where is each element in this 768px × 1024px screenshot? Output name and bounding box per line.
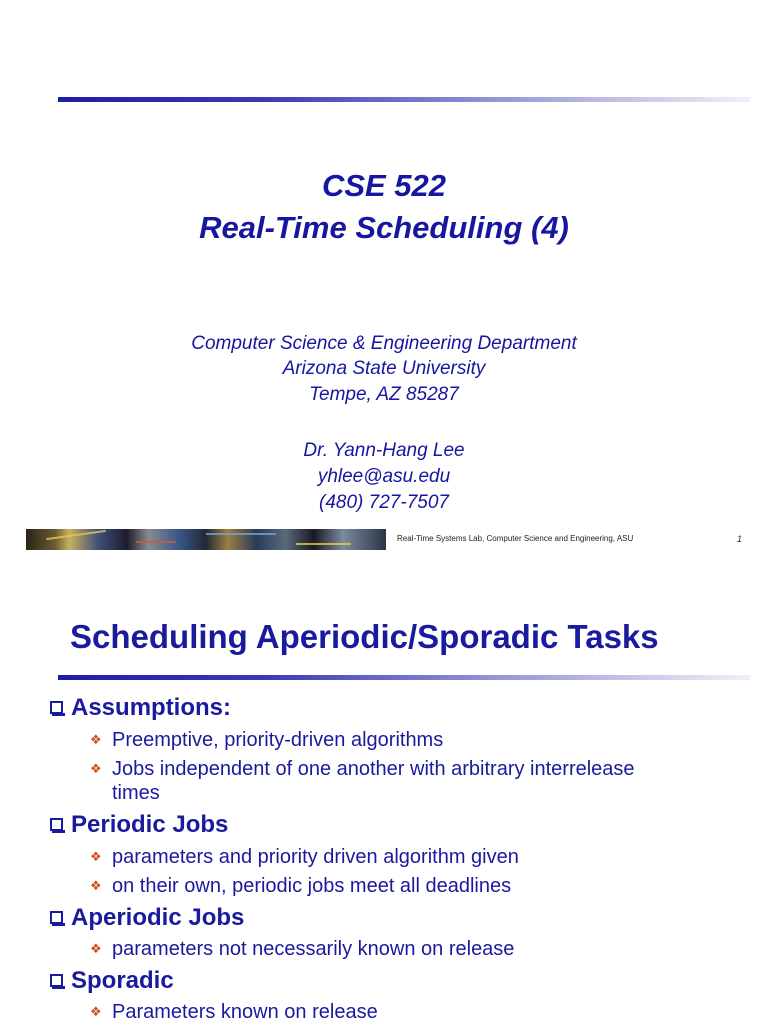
section-heading-assumptions: Assumptions: [50, 694, 231, 722]
author-email: yhlee@asu.edu [317, 466, 451, 487]
page-number: 1 [737, 534, 743, 544]
slide-title: Scheduling Aperiodic/Sporadic Tasks [70, 618, 659, 655]
university-text: Arizona State University [282, 358, 486, 379]
city-text: Tempe, AZ 85287 [309, 384, 459, 405]
list-item: ❖ Parameters known on release [90, 1001, 378, 1023]
diamond-bullet-icon: ❖ [90, 1004, 102, 1019]
footer-lab-text: Real-Time Systems Lab, Computer Science and Engineering, ASU [397, 534, 634, 543]
circuit-board-image [26, 529, 386, 550]
section-heading-sporadic: Sporadic [50, 967, 174, 995]
list-item: ❖ on their own, periodic jobs meet all deadlines [90, 875, 512, 897]
list-item: ❖ Preemptive, priority-driven algorithms [90, 729, 444, 751]
list-item: ❖ Jobs independent of one another with arbitrary interrelease [90, 758, 635, 780]
title-rule [58, 675, 750, 680]
lecture-title: Real-Time Scheduling (4) [199, 210, 569, 245]
list-item: ❖ parameters not necessarily known on release [90, 938, 515, 960]
diamond-bullet-icon: ❖ [90, 849, 102, 864]
square-box-icon [50, 911, 63, 924]
square-box-icon [50, 701, 63, 714]
diamond-bullet-icon: ❖ [90, 878, 102, 893]
course-code: CSE 522 [321, 168, 447, 203]
list-item-continuation: times [112, 782, 160, 804]
diamond-bullet-icon: ❖ [90, 761, 102, 776]
section-heading-periodic: Periodic Jobs [50, 811, 228, 839]
department-text: Computer Science & Engineering Department [191, 333, 577, 354]
square-box-icon [50, 818, 63, 831]
author-name: Dr. Yann-Hang Lee [303, 440, 465, 461]
square-box-icon [50, 974, 63, 987]
header-rule [58, 97, 750, 102]
diamond-bullet-icon: ❖ [90, 732, 102, 747]
author-phone: (480) 727-7507 [319, 492, 449, 513]
list-item: ❖ parameters and priority driven algorithm given [90, 846, 519, 868]
content-slide [0, 555, 768, 1024]
section-heading-aperiodic: Aperiodic Jobs [50, 904, 244, 932]
diamond-bullet-icon: ❖ [90, 941, 102, 956]
